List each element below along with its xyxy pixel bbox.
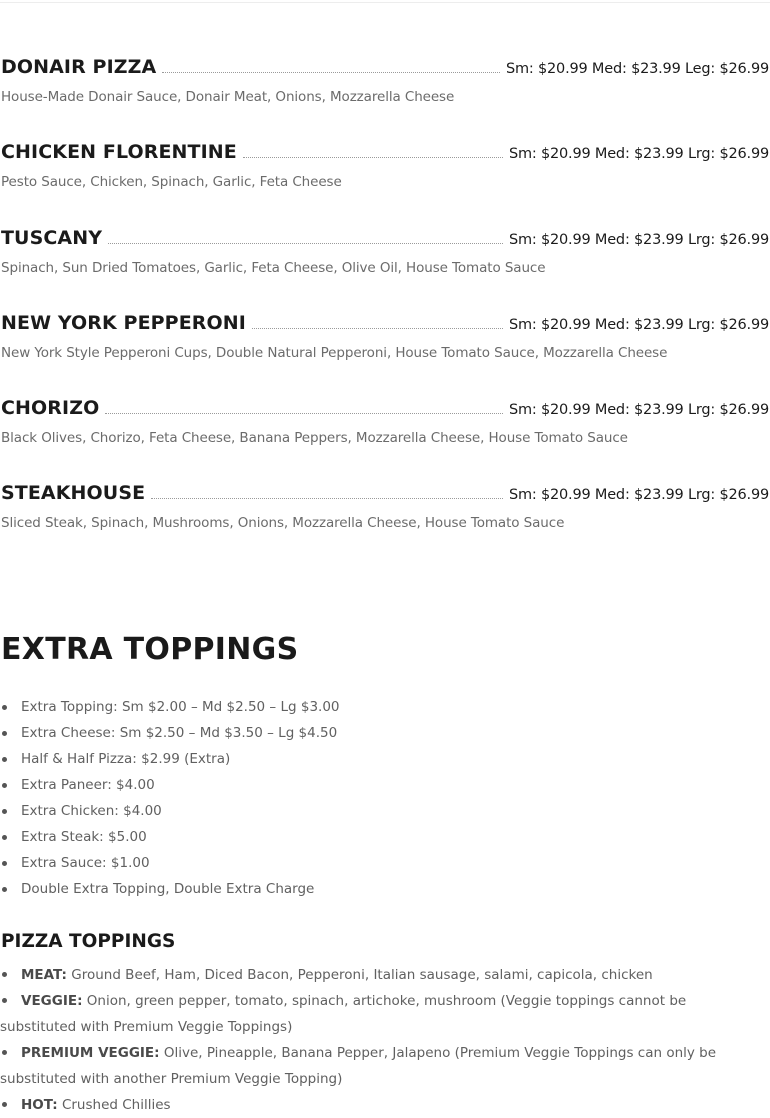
list-item: Extra Cheese: Sm $2.50 – Md $3.50 – Lg $4.50	[0, 722, 760, 748]
menu-item-chicken-florentine	[1, 141, 769, 226]
list-item: Extra Chicken: $4.00	[0, 800, 760, 826]
menu-item-price: Sm: $20.99 Med: $23.99 Lrg: $26.99	[508, 146, 769, 163]
list-item	[0, 962, 755, 988]
menu-item-description: New York Style Pepperoni Cups, Double Natural Pepperoni, House Tomato Sauce, Mozzarella Cheese	[1, 344, 668, 361]
list-item: Extra Steak: $5.00	[0, 826, 760, 852]
menu-item-price: Sm: $20.99 Med: $23.99 Leg: $26.99	[505, 61, 769, 77]
menu-item-chorizo	[1, 397, 769, 482]
topping-category-text: Olive, Pineapple, Banana Pepper, Jalapeno (Premium Veggie Toppings can only be substituted with another Premium Veggie Topping)	[0, 1045, 717, 1087]
list-item: Double Extra Topping, Double Extra Charge	[0, 878, 760, 904]
menu-item-tuscany	[1, 227, 769, 312]
top-divider	[0, 0, 770, 3]
list-item	[0, 1092, 755, 1118]
list-item	[0, 1040, 755, 1092]
dotted-leader	[162, 58, 500, 73]
topping-category-text: Crushed Chillies	[57, 1097, 171, 1113]
menu-item-price: Sm: $20.99 Med: $23.99 Lrg: $26.99	[508, 316, 769, 333]
menu-item-description: House-Made Donair Sauce, Donair Meat, Onions, Mozzarella Cheese	[1, 89, 455, 105]
menu-item-name: CHORIZO	[1, 397, 100, 420]
topping-category-text: Ground Beef, Ham, Diced Bacon, Pepperoni, Italian sausage, salami, capicola, chicken	[66, 967, 653, 983]
list-item: Extra Paneer: $4.00	[0, 774, 760, 800]
menu-item-name: TUSCANY	[1, 226, 103, 249]
menu-item-name: STEAKHOUSE	[1, 482, 146, 505]
topping-category-text: Onion, green pepper, tomato, spinach, artichoke, mushroom (Veggie toppings cannot be substituted with Premium Veggie Toppings)	[0, 993, 687, 1035]
list-item: Extra Sauce: $1.00	[0, 852, 760, 878]
menu-item-price: Sm: $20.99 Med: $23.99 Lrg: $26.99	[508, 487, 769, 504]
pizza-toppings-list	[0, 962, 755, 1118]
topping-category-label: MEAT:	[21, 967, 67, 983]
menu-item-price: Sm: $20.99 Med: $23.99 Lrg: $26.99	[508, 231, 769, 248]
menu-item-name: DONAIR PIZZA	[1, 56, 157, 78]
menu-item-description: Black Olives, Chorizo, Feta Cheese, Banana Peppers, Mozzarella Cheese, House Tomato Sauce	[1, 430, 628, 447]
extra-toppings-list	[0, 696, 760, 904]
list-item: Extra Topping: Sm $2.00 – Md $2.50 – Lg $3.00	[0, 696, 760, 722]
pizza-menu-list	[1, 56, 769, 568]
menu-item-name: NEW YORK PEPPERONI	[1, 311, 246, 334]
menu-item-steakhouse	[1, 482, 769, 567]
topping-category-label: PREMIUM VEGGIE:	[21, 1045, 160, 1061]
list-item	[0, 988, 755, 1040]
extra-toppings-heading: EXTRA TOPPINGS	[1, 632, 299, 667]
menu-item-price: Sm: $20.99 Med: $23.99 Lrg: $26.99	[508, 402, 769, 419]
dotted-leader	[108, 229, 503, 244]
topping-category-label: HOT:	[21, 1097, 58, 1113]
menu-item-donair-pizza	[1, 56, 769, 141]
topping-category-label: VEGGIE:	[21, 993, 83, 1009]
list-item: Half & Half Pizza: $2.99 (Extra)	[0, 748, 760, 774]
pizza-toppings-heading: PIZZA TOPPINGS	[1, 931, 176, 952]
dotted-leader	[105, 399, 503, 414]
dotted-leader	[243, 143, 503, 158]
menu-item-new-york-pepperoni	[1, 312, 769, 397]
menu-item-description: Pesto Sauce, Chicken, Spinach, Garlic, Feta Cheese	[1, 174, 342, 191]
menu-item-description: Spinach, Sun Dried Tomatoes, Garlic, Feta Cheese, Olive Oil, House Tomato Sauce	[1, 259, 546, 276]
menu-item-description: Sliced Steak, Spinach, Mushrooms, Onions, Mozzarella Cheese, House Tomato Sauce	[1, 515, 565, 532]
menu-item-name: CHICKEN FLORENTINE	[1, 141, 237, 164]
dotted-leader	[252, 314, 503, 329]
dotted-leader	[151, 484, 503, 499]
